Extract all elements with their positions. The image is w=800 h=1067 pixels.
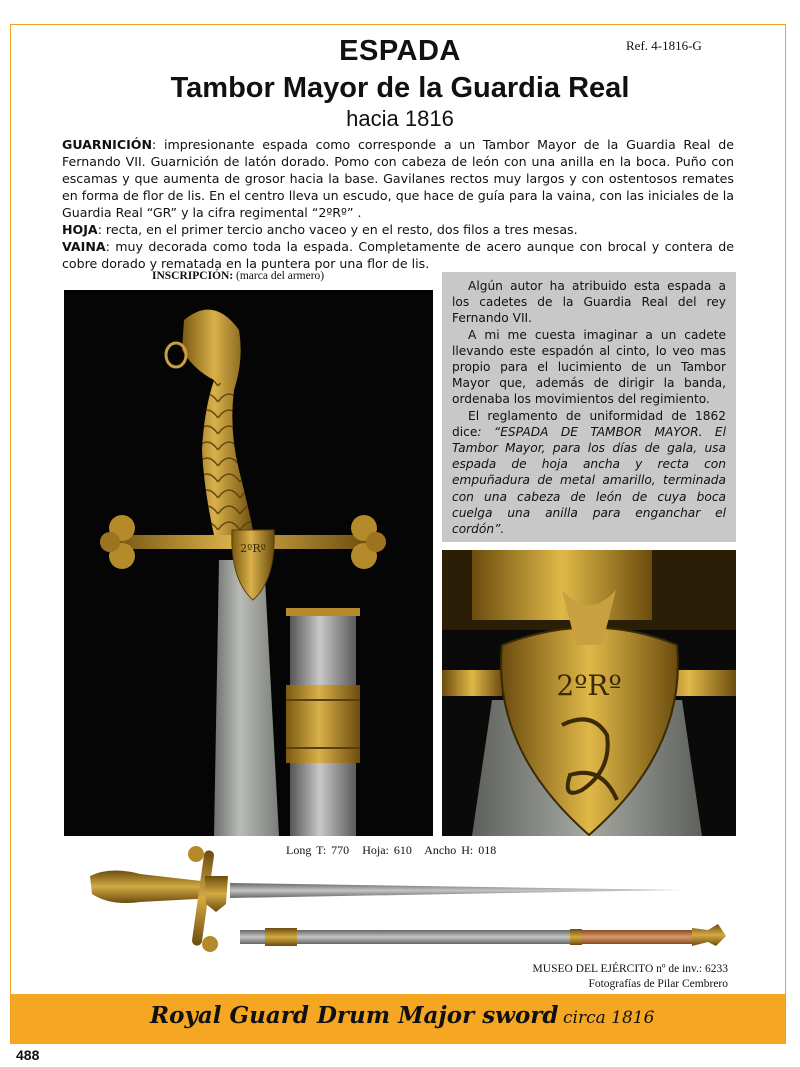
commentary-box <box>442 272 736 542</box>
inscription-caption <box>152 270 324 282</box>
shield-cipher: 2ºRº <box>556 669 622 702</box>
guarnicion-label: GUARNICIÓN <box>62 137 153 152</box>
commentary-quote-intro: El reglamento de uniformidad de 1862 dice <box>452 408 726 439</box>
measure-length: Long T: 770 <box>286 843 350 857</box>
inscription-label: INSCRIPCIÓN: <box>152 270 234 282</box>
regulation-quote: : “ESPADA DE TAMBOR MAYOR. El Tambor Mayor, para los días de gala, usa espada de hoja ancha y recta con empuñadura de metal amarillo, terminada con una cabeza de león de cuya boca cuelga una anilla para enganchar el cordón”. <box>452 424 726 537</box>
page-number: 488 <box>16 1047 40 1063</box>
hoja-text: : recta, en el primer tercio ancho vaceo y en el resto, dos filos a tres mesas. <box>97 222 578 237</box>
vaina-label: VAINA <box>62 239 106 254</box>
inscription-text: (marca del armero) <box>233 270 325 282</box>
vaina-paragraph <box>62 238 734 272</box>
vaina-text: : muy decorada como toda la espada. Completamente de acero aunque con brocal y contera de cobre dorado y rematada en la puntera por una flor de lis. <box>62 239 734 271</box>
shield-cipher-small: 2ºRº <box>240 542 266 555</box>
hilt-photo <box>64 290 433 836</box>
page-subtitle: Tambor Mayor de la Guardia Real <box>170 72 630 104</box>
english-title: Royal Guard Drum Major sword <box>150 1002 559 1029</box>
commentary-paragraph-2: A mi me cuesta imaginar a un cadete llevando este espadón al cinto, lo veo mas propio para el lucimiento de un Tambor Mayor que, además de dirigir la banda, ordenaba los movimientos del regimiento. <box>452 327 726 407</box>
shield-detail-illustration <box>442 550 736 836</box>
reference-code: Ref. 4-1816-G <box>626 38 702 53</box>
museum-credit <box>533 962 728 992</box>
photo-credit: Fotografías de Pilar Cembrero <box>588 978 728 990</box>
guarnicion-paragraph <box>62 136 734 221</box>
description-block <box>62 136 734 272</box>
page-date: hacia 1816 <box>346 106 454 131</box>
english-date: circa 1816 <box>563 1008 655 1028</box>
commentary-paragraph-1: Algún autor ha atribuido esta espada a los cadetes de la Guardia Real del rey Fernando VII. <box>452 279 726 326</box>
hoja-paragraph <box>62 221 734 238</box>
hoja-label: HOJA <box>62 222 98 237</box>
measure-blade: Hoja: 610 <box>362 843 412 857</box>
measure-width: Ancho H: 018 <box>424 843 497 857</box>
museum-inventory: MUSEO DEL EJÉRCITO nº de inv.: 6233 <box>532 963 728 975</box>
full-sword-illustration <box>80 846 740 960</box>
full-sword-photo <box>80 846 740 960</box>
hilt-illustration <box>64 290 433 836</box>
commentary-paragraph-3 <box>452 408 726 538</box>
shield-detail-photo <box>442 550 736 836</box>
guarnicion-text: : impresionante espada como corresponde a un Tambor Mayor de la Guardia Real de Fernando VII. Guarnición de latón dorado. Pomo con cabeza de león con una anilla en la boca. Puño con escamas y que aumenta de grosor hacia la base. Gavilanes rectos muy largos y con ostentosos remates en forma de flor de lis. En el centro lleva un escudo, que hace de guía para la vaina, con las iniciales de la Guardia Real “GR” y la cifra regimental “2ºRº” . <box>62 137 734 220</box>
page-title: ESPADA <box>339 35 461 67</box>
